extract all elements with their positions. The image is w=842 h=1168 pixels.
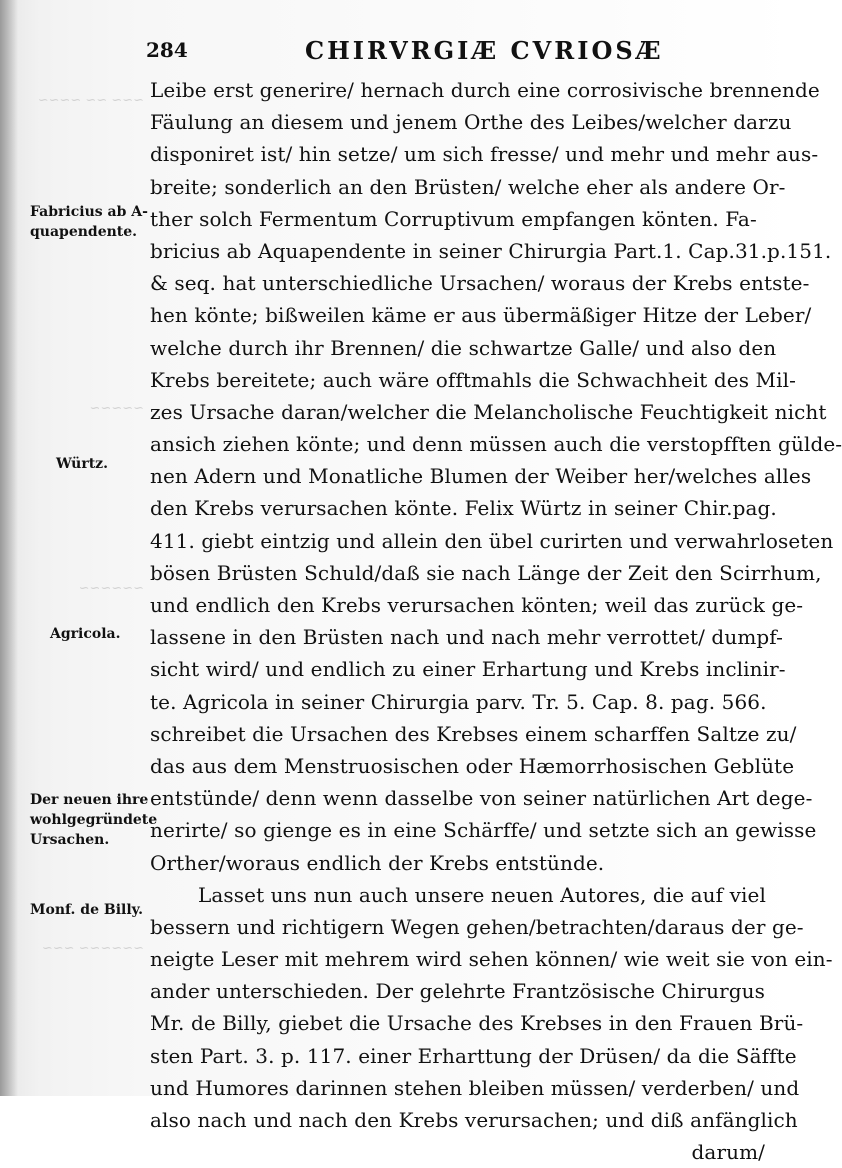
text-line: Krebs bereitete; auch wäre offtmahls die Schwachheit des Mil- [150, 367, 796, 392]
text-line: bricius ab Aquapendente in seiner Chirurgia Part.1. Cap.31.p.151. [150, 238, 832, 263]
bleed-through-mark: ~~~~~ [89, 401, 144, 416]
text-line: bösen Brüsten Schuld/daß sie nach Länge der Zeit den Scirrhum, [150, 560, 822, 585]
text-line: Orther/woraus endlich der Krebs entstünde. [150, 850, 605, 875]
body-text [150, 74, 842, 1168]
text-line: das aus dem Menstruosischen oder Hæmorrhosischen Geblüte [150, 753, 795, 778]
margin-note-line: Monf. de Billy. [30, 902, 144, 918]
margin-note-neuen [30, 790, 158, 850]
text-line: & seq. hat unterschiedliche Ursachen/ woraus der Krebs entste- [150, 271, 810, 296]
text-line: und Humores darinnen stehen bleiben müssen/ verderben/ und [150, 1075, 800, 1100]
text-line: welche durch ihr Brennen/ die schwartze Galle/ und also den [150, 335, 777, 360]
text-line: sten Part. 3. p. 117. einer Erharttung der Drüsen/ da die Säffte [150, 1043, 797, 1068]
margin-note-line: Der neuen ihre [30, 792, 149, 808]
text-line: Fäulung an diesem und jenem Orthe des Leibes/welcher darzu [150, 110, 792, 135]
margin-note-line: Fabricius ab A- [30, 204, 148, 220]
text-line: Leibe erst generire/ hernach durch eine corrosivische brennende [150, 78, 820, 102]
text-line: hen könte; bißweilen käme er aus übermäßiger Hitze der Leber/ [150, 303, 812, 328]
text-line: Lasset uns nun auch unsere neuen Autores, die auf viel [198, 882, 766, 907]
text-line: breite; sonderlich an den Brüsten/ welche eher als andere Or- [150, 174, 786, 199]
text-line: sicht wird/ und endlich zu einer Erhartung und Krebs inclinir- [150, 657, 786, 682]
page-number: 284 [146, 38, 188, 62]
text-line: und endlich den Krebs verursachen könten; weil das zurück ge- [150, 593, 804, 617]
text-line: Mr. de Billy, giebet die Ursache des Krebses in den Frauen Brü- [150, 1011, 804, 1036]
margin-note-billy [30, 900, 155, 920]
bleed-through-mark: ~~~~~~ ~~~ [41, 941, 144, 956]
bleed-through-mark: ~~~ ~~ ~~~~ [37, 93, 144, 108]
text-line: nen Adern und Monatliche Blumen der Weiber her/welches alles [150, 464, 812, 489]
text-line: neigte Leser mit mehrem wird sehen können/ wie weit sie von ein- [150, 947, 833, 972]
text-line: schreibet die Ursachen des Krebses einem scharffen Saltze zu/ [150, 721, 797, 746]
margin-note-line: Agricola. [50, 626, 121, 642]
text-line: also nach und nach den Krebs verursachen; und diß anfänglich [150, 1108, 798, 1132]
text-line: bessern und richtigern Wegen gehen/betrachten/daraus der ge- [150, 914, 804, 939]
margin-note-line: Würtz. [56, 456, 109, 472]
text-line: den Krebs verursachen könte. Felix Würtz in seiner Chir.pag. [150, 496, 777, 521]
text-line: lassene in den Brüsten nach und nach mehr verrottet/ dumpf- [150, 625, 783, 650]
text-line: nerirte/ so gienge es in eine Schärffe/ und setzte sich an gewisse [150, 818, 817, 843]
text-line: 411. giebt eintzig und allein den übel curirten und verwahrloseten [150, 528, 834, 553]
running-head: CHIRVRGIÆ CVRIOSÆ [305, 36, 664, 65]
text-line: ander unterschieden. Der gelehrte Frantzösische Chirurgus [150, 979, 765, 1004]
margin-note-line: quapendente. [30, 224, 138, 240]
gutter-shadow [0, 0, 18, 1096]
text-line: entstünde/ denn wenn dasselbe von seiner natürlichen Art dege- [150, 786, 813, 811]
catchword: darum/ [691, 1140, 765, 1165]
text-line: disponiret ist/ hin setze/ um sich fresse/ und mehr und mehr aus- [150, 142, 819, 167]
margin-note-line: wohlgegründete [30, 812, 158, 828]
bleed-through-mark: ~~~~~~ [78, 581, 144, 596]
page-header [140, 32, 760, 72]
margin-note-line: Ursachen. [30, 832, 110, 848]
text-line: zes Ursache daran/welcher die Melancholische Feuchtigkeit nicht [150, 399, 827, 424]
text-line: ther solch Fermentum Corruptivum empfangen könten. Fa- [150, 206, 757, 231]
margin-note-fabricius [30, 202, 155, 242]
text-line: te. Agricola in seiner Chirurgia parv. Tr. 5. Cap. 8. pag. 566. [150, 689, 767, 714]
text-line: ansich ziehen könte; und denn müssen auch die verstopfften gülde- [150, 432, 842, 457]
